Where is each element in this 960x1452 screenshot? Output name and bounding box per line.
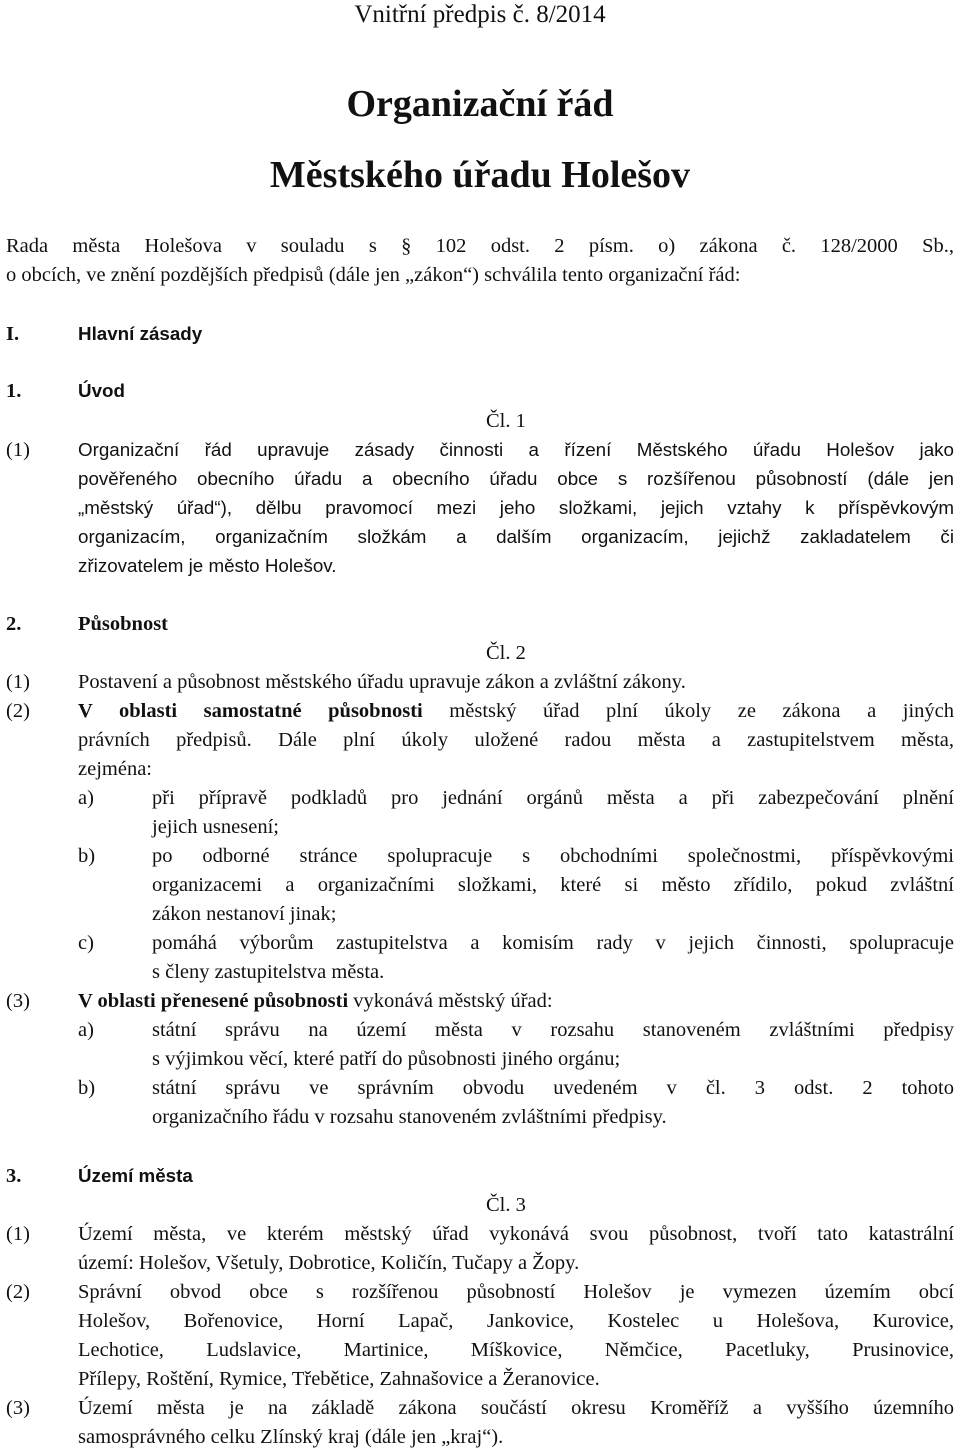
paragraph-number: (2)	[6, 700, 30, 722]
paragraph-line: organizacím, organizačním složkám a dalším organizacím, jejichž zakladatelem či	[78, 526, 954, 547]
list-item-line: zákon nestanoví jinak;	[152, 903, 337, 925]
article-heading: Čl. 3	[486, 1194, 526, 1216]
section-number: 3.	[6, 1165, 22, 1187]
section-title: Úvod	[78, 380, 125, 401]
document-title: Organizační řád	[346, 83, 614, 125]
bold-lead: V oblasti přenesené působnosti	[78, 990, 349, 1012]
list-item-label: b)	[78, 1077, 96, 1099]
list-item-line: po odborné stránce spolupracuje s obchodními společnostmi, příspěvkovými	[152, 845, 954, 867]
article-heading: Čl. 1	[486, 410, 526, 432]
list-item-label: b)	[78, 845, 96, 867]
part-number: I.	[6, 323, 20, 345]
list-item-line: jejich usnesení;	[152, 816, 279, 838]
list-item-line: při přípravě podkladů pro jednání orgánů města a při zabezpečování plnění	[152, 787, 954, 809]
paragraph-line: pověřeného obecního úřadu a obecního úřadu obce s rozšířenou působností (dále jen	[78, 468, 954, 489]
paragraph-line: Území města, ve kterém městský úřad vykonává svou působnost, tvoří tato katastrální	[78, 1223, 954, 1245]
paragraph-number: (1)	[6, 439, 30, 461]
list-item-label: a)	[78, 787, 94, 809]
list-item-line: s výjimkou věcí, které patří do působnosti jiného orgánu;	[152, 1048, 621, 1070]
paragraph-line: Postavení a působnost městského úřadu upravuje zákon a zvláštní zákony.	[78, 671, 686, 693]
list-item-line: státní správu na území města v rozsahu stanoveném zvláštními předpisy	[152, 1019, 954, 1041]
part-title: Hlavní zásady	[78, 323, 203, 344]
bold-lead: V oblasti samostatné působnosti	[78, 700, 423, 722]
list-item-line: organizacemi a organizačními složkami, které si město zřídilo, pokud zvláštní	[152, 874, 954, 896]
line-rest: vykonává městský úřad:	[348, 990, 553, 1012]
paragraph-number: (2)	[6, 1281, 30, 1303]
section-title: Působnost	[78, 613, 169, 635]
section-number: 1.	[6, 380, 22, 402]
list-item-line: státní správu ve správním obvodu uvedeném v čl. 3 odst. 2 tohoto	[152, 1077, 954, 1099]
paragraph-line: „městský úřad“), dělbu pravomocí mezi jeho složkami, jejich vztahy k příspěvkovým	[78, 497, 954, 518]
paragraph-line	[78, 987, 954, 1016]
list-item-line: organizačního řádu v rozsahu stanoveném zvláštními předpisy.	[152, 1106, 667, 1128]
line-rest: městský úřad plní úkoly ze zákona a jiných	[422, 700, 954, 722]
paragraph-line: Organizační řád upravuje zásady činnosti a řízení Městského úřadu Holešov jako	[78, 439, 954, 460]
paragraph-number: (1)	[6, 1223, 30, 1245]
intro-line: Rada města Holešova v souladu s § 102 odst. 2 písm. o) zákona č. 128/2000 Sb.,	[6, 235, 954, 257]
paragraph-line: Správní obvod obce s rozšířenou působností Holešov je vymezen územím obcí	[78, 1281, 954, 1303]
list-item-label: a)	[78, 1019, 94, 1041]
article-heading: Čl. 2	[486, 642, 526, 664]
intro-line: o obcích, ve znění pozdějších předpisů (dále jen „zákon“) schválila tento organizační řád:	[6, 264, 741, 286]
paragraph-line: zejména:	[78, 758, 152, 780]
paragraph-line	[78, 697, 954, 726]
paragraph-line: Holešov, Bořenovice, Horní Lapač, Jankovice, Kostelec u Holešova, Kurovice,	[78, 1310, 954, 1332]
document-number: Vnitřní předpis č. 8/2014	[354, 1, 606, 28]
paragraph-line: právních předpisů. Dále plní úkoly uložené radou města a zastupitelstvem města,	[78, 729, 954, 751]
list-item-line: s členy zastupitelstva města.	[152, 961, 385, 983]
paragraph-line: Území města je na základě zákona součástí okresu Kroměříž a vyššího územního	[78, 1397, 954, 1419]
section-number: 2.	[6, 613, 22, 635]
list-item-line: pomáhá výborům zastupitelstva a komisím rady v jejich činnosti, spolupracuje	[152, 932, 954, 954]
paragraph-number: (1)	[6, 671, 30, 693]
list-item-label: c)	[78, 932, 94, 954]
paragraph-line: samosprávného celku Zlínský kraj (dále jen „kraj“).	[78, 1426, 504, 1448]
document-subtitle: Městského úřadu Holešov	[269, 154, 691, 196]
paragraph-line: Lechotice, Ludslavice, Martinice, Míškovice, Němčice, Pacetluky, Prusinovice,	[78, 1339, 954, 1361]
paragraph-line: zřizovatelem je město Holešov.	[78, 555, 337, 576]
paragraph-line: území: Holešov, Všetuly, Dobrotice, Količín, Tučapy a Žopy.	[78, 1252, 580, 1274]
section-title: Území města	[78, 1165, 193, 1186]
paragraph-number: (3)	[6, 1397, 30, 1419]
paragraph-line: Přílepy, Roštění, Rymice, Třebětice, Zahnašovice a Žeranovice.	[78, 1368, 600, 1390]
paragraph-number: (3)	[6, 990, 30, 1012]
